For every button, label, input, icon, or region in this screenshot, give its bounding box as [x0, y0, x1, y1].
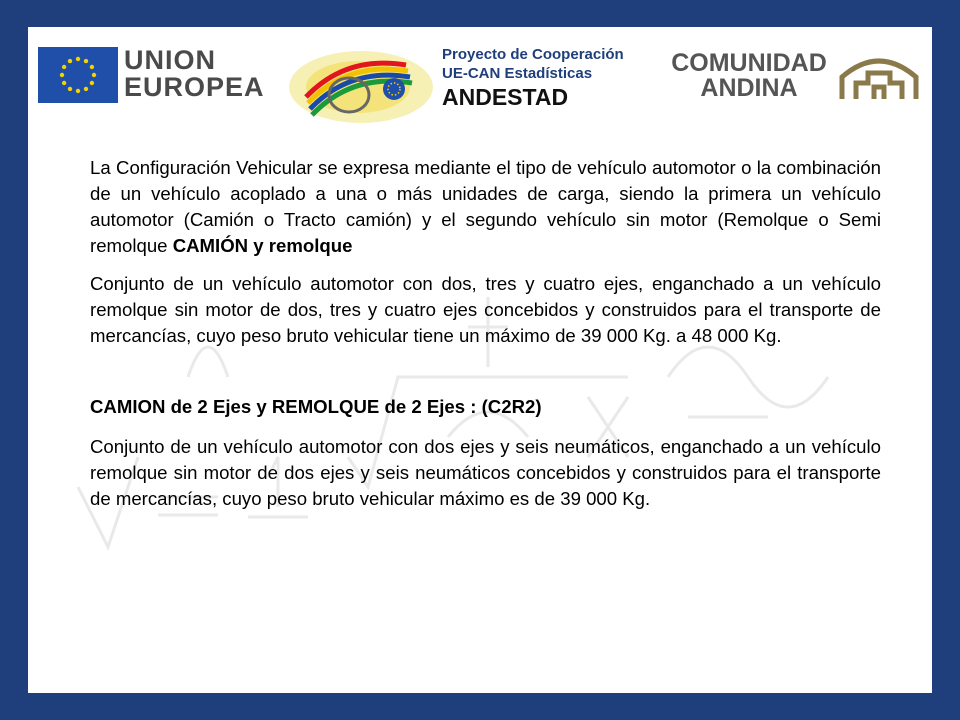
section-heading-c2r2	[90, 394, 881, 420]
eu-logo-line2: EUROPEA	[124, 72, 265, 102]
slide-body	[90, 155, 881, 512]
can-logo-text	[664, 51, 834, 101]
project-line3: ANDESTAD	[442, 84, 569, 110]
eu-logo-line1: UNION	[124, 45, 216, 75]
paragraph-configuracion-text: La Configuración Vehicular se expresa mediante el tipo de vehículo automotor o la combinación de un vehículo acoplado a una o más unidades de carga, siendo la primera un vehículo automotor (Camión o Tracto camión) y el segundo vehículo sin motor (Remolque o Semi remolque	[90, 157, 881, 256]
eu-logo-text	[124, 47, 284, 101]
section-heading-text: CAMION de 2 Ejes y REMOLQUE de 2 Ejes : (C2R2)	[90, 396, 542, 417]
paragraph-c2r2-description: Conjunto de un vehículo automotor con dos ejes y seis neumáticos, enganchado a un vehículo remolque sin motor de dos ejes y seis neumáticos concebidos y construidos para el transporte de mercancías, cuyo peso bruto vehicular máximo es de 39 000 Kg.	[90, 436, 881, 509]
paragraph-configuracion-vehicular	[90, 155, 881, 259]
project-title	[442, 45, 662, 111]
comunidad-andina-emblem-icon	[836, 49, 922, 101]
eu-flag-icon	[38, 47, 118, 103]
project-line2: UE-CAN Estadísticas	[442, 65, 593, 82]
logo-header	[28, 27, 932, 137]
can-logo-line2: ANDINA	[700, 74, 798, 102]
paragraph-conjunto-general: Conjunto de un vehículo automotor con dos, tres y cuatro ejes, enganchado a un vehículo remolque sin motor de dos, tres y cuatro ejes concebidos y construidos para el transporte de mercancías, cuyo peso bruto vehicular tiene un máximo de 39 000 Kg. a 48 000 Kg.	[90, 273, 881, 346]
spacer	[90, 349, 881, 394]
project-emblem-icon	[286, 45, 436, 125]
paragraph-configuracion-bold: CAMIÓN y remolque	[172, 235, 353, 256]
project-line1: Proyecto de Cooperación	[442, 46, 624, 63]
slide	[28, 27, 932, 693]
can-logo-line1: COMUNIDAD	[671, 49, 827, 77]
